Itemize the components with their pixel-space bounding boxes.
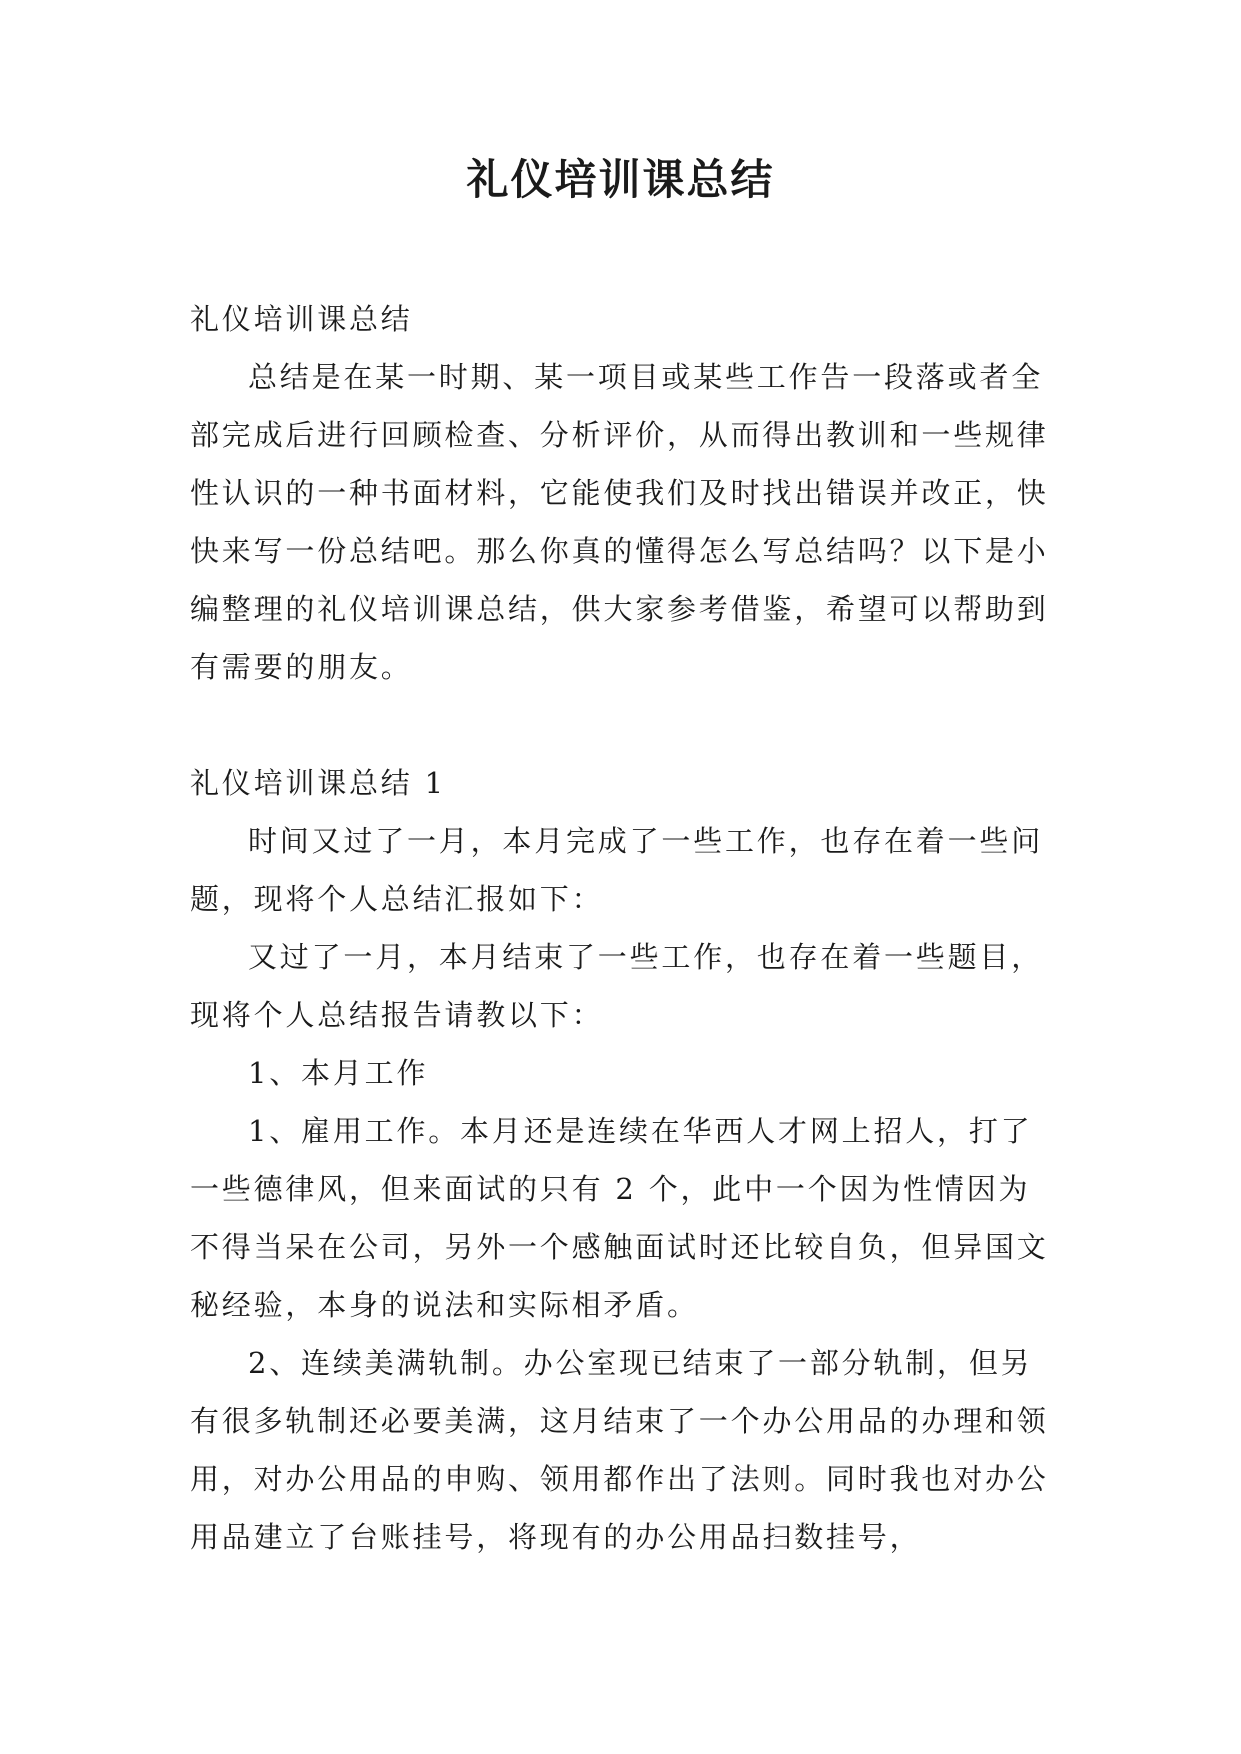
- list-heading: 1、本月工作: [248, 1056, 429, 1090]
- section-heading: 礼仪培训课总结 1: [190, 766, 446, 800]
- body-paragraph: 时间又过了一月，本月完成了一些工作，也存在着一些问题，现将个人总结汇报如下：: [190, 824, 1044, 916]
- body-paragraph: 又过了一月，本月结束了一些工作，也存在着一些题目，现将个人总结报告请教以下：: [190, 940, 1044, 1032]
- intro-paragraph: 总结是在某一时期、某一项目或某些工作告一段落或者全部完成后进行回顾检查、分析评价，从而得出教训和一些规律性认识的一种书面材料，它能使我们及时找出错误并改正，快快来写一份总结吧。那么你真的懂得怎么写总结吗？以下是小编整理的礼仪培训课总结，供大家参考借鉴，希望可以帮助到有需要的朋友。: [190, 360, 1049, 684]
- document-body: [190, 290, 1052, 1566]
- body-paragraph: 2、连续美满轨制。办公室现已结束了一部分轨制，但另有很多轨制还必要美满，这月结束了一个办公用品的办理和领用，对办公用品的申购、领用都作出了法则。同时我也对办公用品建立了台账挂号，将现有的办公用品扫数挂号，: [190, 1346, 1049, 1554]
- section-gap: [190, 696, 1052, 754]
- section-heading: 礼仪培训课总结: [190, 302, 413, 336]
- document-title: 礼仪培训课总结: [466, 155, 775, 204]
- body-paragraph: 1、雇用工作。本月还是连续在华西人才网上招人，打了一些德律风，但来面试的只有 2 个，此中一个因为性情因为不得当呆在公司，另外一个感触面试时还比较自负，但异国文秘经验，本身的说法和实际相矛盾。: [190, 1114, 1049, 1322]
